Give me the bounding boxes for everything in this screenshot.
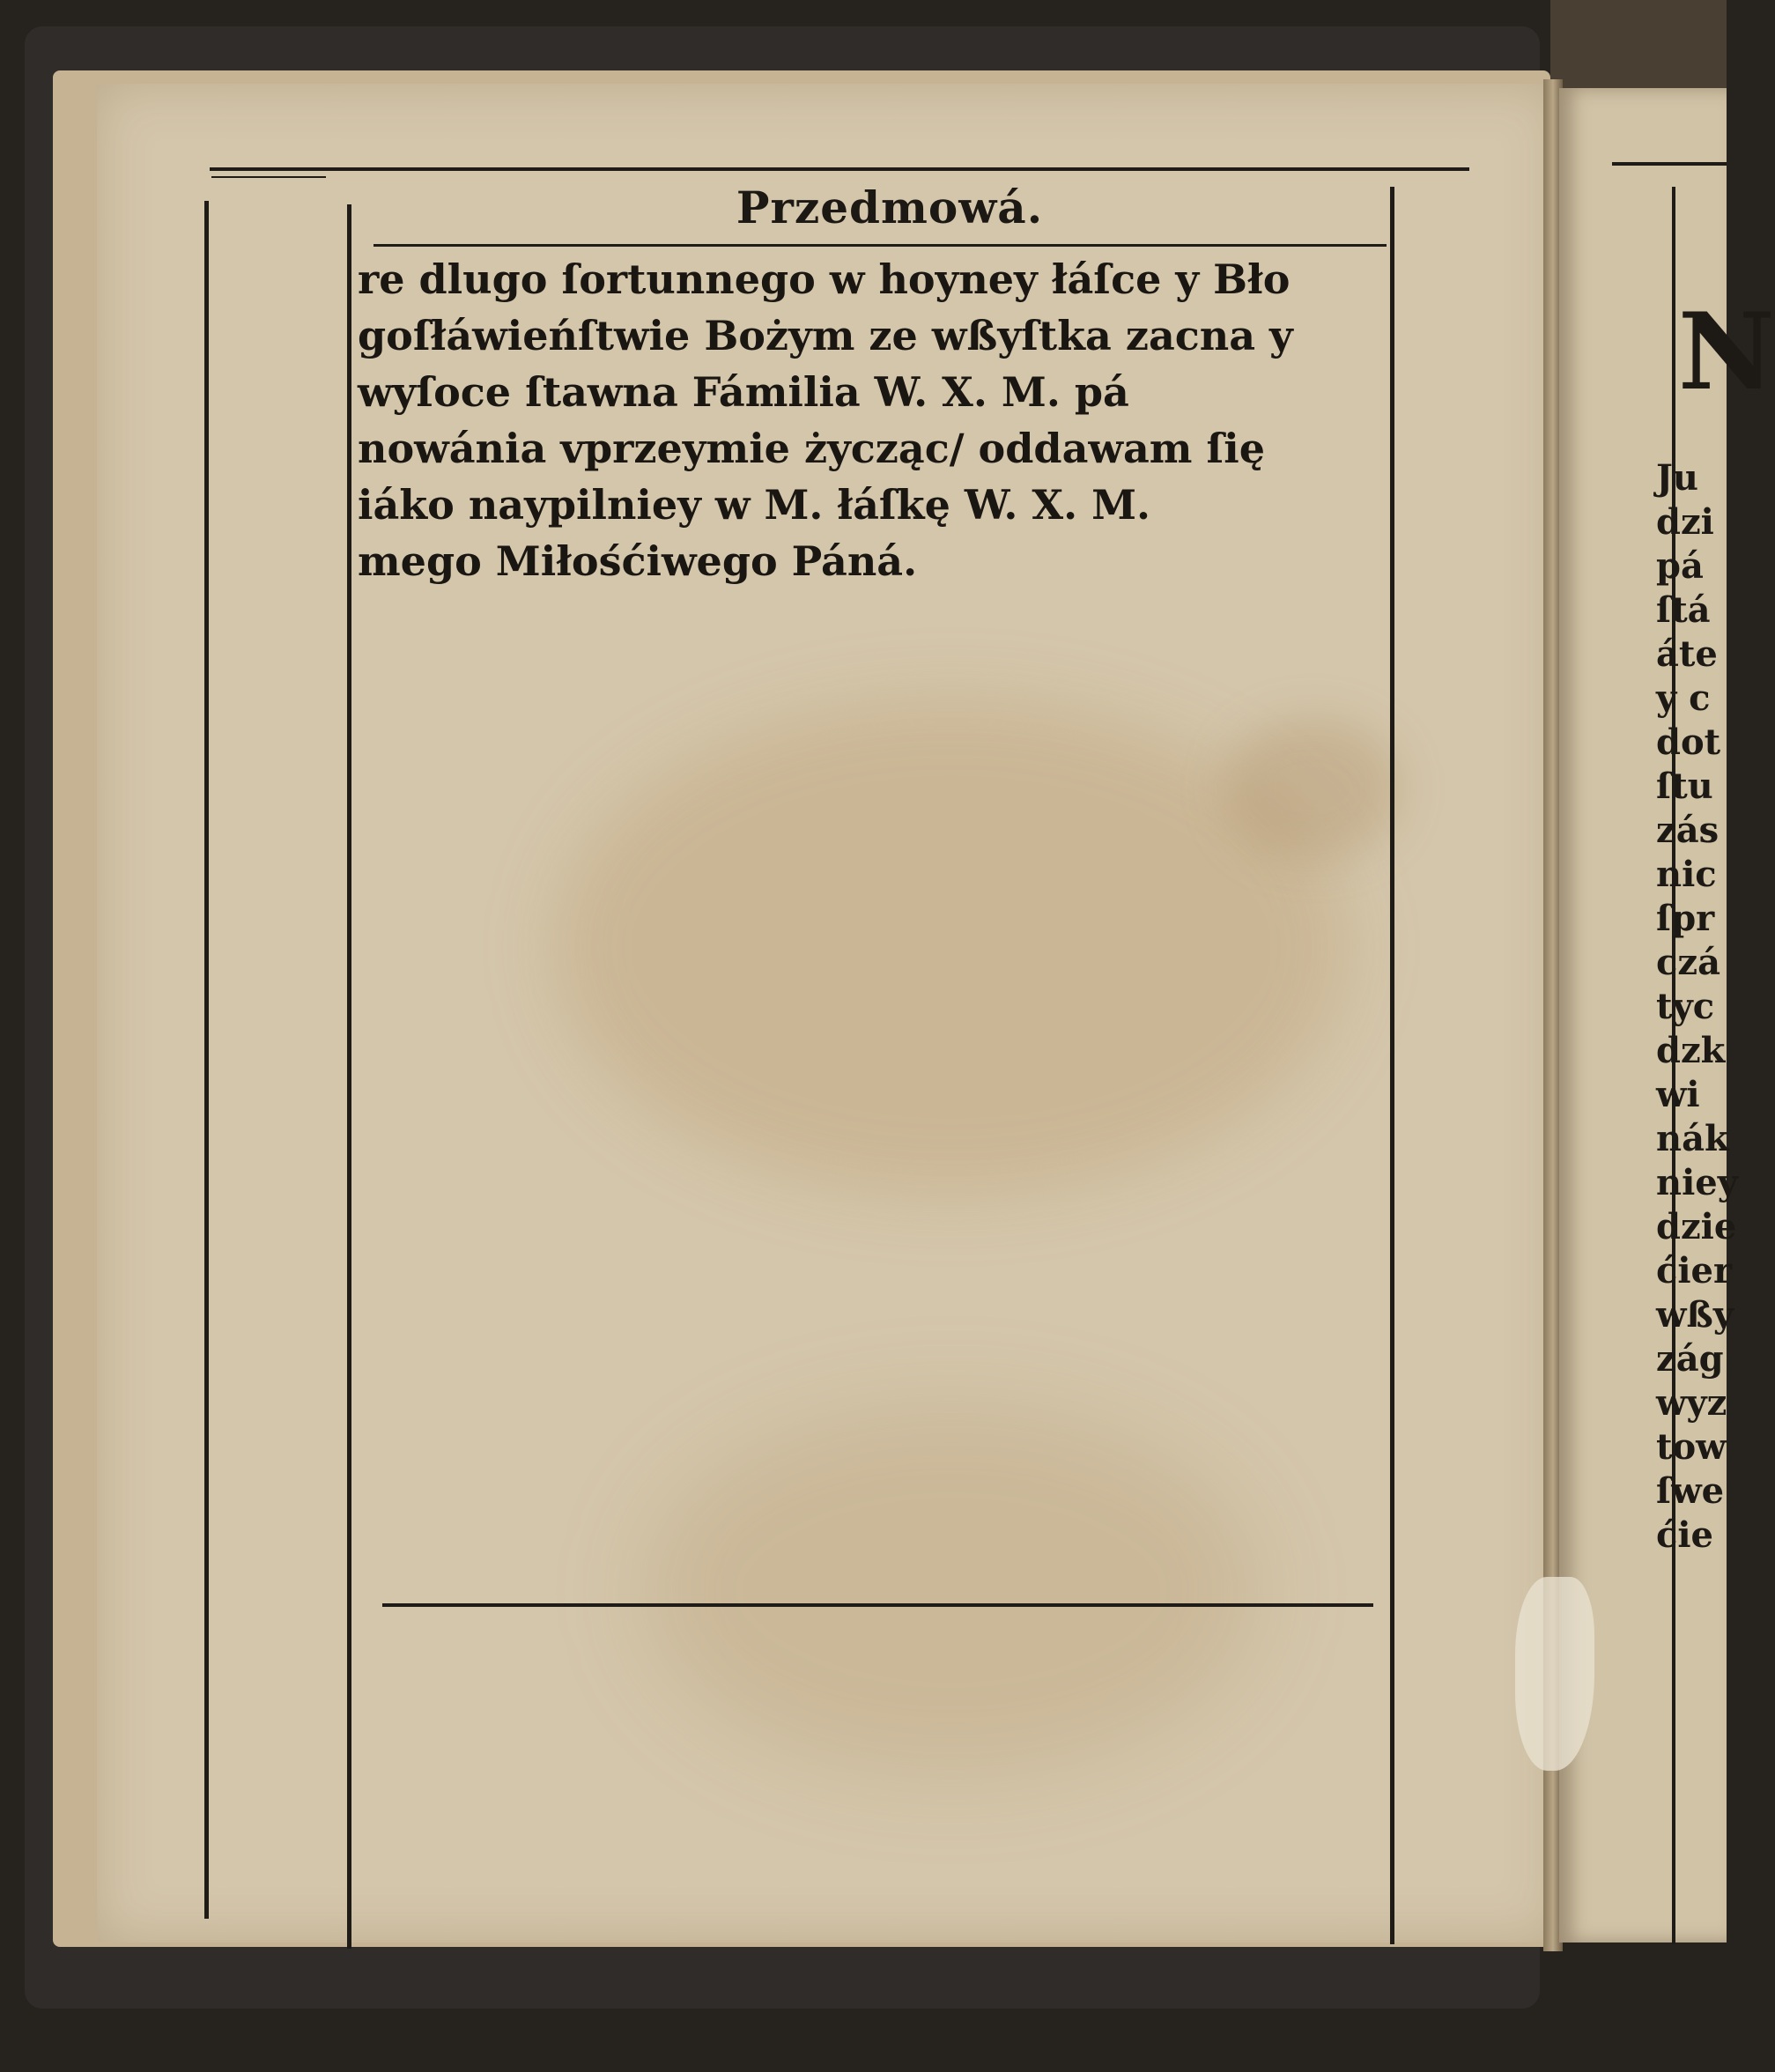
facing-page-fragment: nák bbox=[1656, 1118, 1729, 1159]
facing-page-fragment: czá bbox=[1656, 942, 1720, 983]
facing-page-fragment: ſpr bbox=[1656, 898, 1715, 939]
facing-page-text bbox=[1656, 456, 1738, 1558]
text-line: goſłáwieńſtwie Bożym ze wßyſtka zacna y bbox=[358, 312, 1293, 359]
facing-page-fragment: zás bbox=[1656, 810, 1720, 851]
facing-page-fragment: niey bbox=[1656, 1162, 1738, 1203]
facing-page-fragment: wi bbox=[1656, 1074, 1700, 1115]
book-top-edge bbox=[1550, 0, 1727, 88]
drop-initial: N bbox=[1678, 290, 1775, 414]
facing-page-fragment: nic bbox=[1656, 854, 1717, 895]
torn-paper-patch bbox=[1515, 1577, 1594, 1771]
text-line: iáko naypilniey w M. łáſkę W. X. M. bbox=[358, 481, 1151, 529]
frame-rule-left-inner bbox=[347, 204, 351, 1949]
facing-page-fragment: dzk bbox=[1656, 1030, 1726, 1071]
text-line: nowánia vprzeymie życząc/ oddawam ſię bbox=[358, 425, 1265, 472]
frame-rule-right bbox=[1390, 187, 1394, 1944]
facing-page-rule-top bbox=[1612, 162, 1727, 166]
water-stain bbox=[1224, 718, 1401, 859]
frame-rule-bottom bbox=[382, 1603, 1373, 1607]
water-stain bbox=[643, 1405, 1260, 1775]
body-text bbox=[358, 251, 1388, 589]
header-rule bbox=[373, 244, 1387, 247]
facing-page-fragment: wßy bbox=[1656, 1294, 1734, 1336]
facing-page-fragment: Ju bbox=[1656, 457, 1699, 499]
text-line: wyſoce ſtawna Fámilia W. X. M. pá bbox=[358, 368, 1129, 416]
frame-rule-top bbox=[210, 167, 1469, 171]
facing-page-fragment: ſwe bbox=[1656, 1470, 1725, 1512]
frame-rule-top-secondary bbox=[211, 176, 326, 178]
facing-page-fragment: dzi bbox=[1656, 501, 1714, 543]
facing-page-fragment: ćie bbox=[1656, 1514, 1713, 1556]
facing-page-fragment: zág bbox=[1656, 1338, 1724, 1380]
facing-page-fragment: ſtá bbox=[1656, 589, 1711, 631]
facing-page-fragment: pá bbox=[1656, 545, 1704, 587]
frame-rule-left-outer bbox=[204, 201, 209, 1919]
text-line: mego Miłośćiwego Páná. bbox=[358, 537, 918, 585]
facing-page-fragment: tyc bbox=[1656, 986, 1715, 1027]
facing-page-fragment: áte bbox=[1656, 633, 1718, 675]
facing-page-fragment: ſtu bbox=[1656, 766, 1713, 807]
facing-page-fragment: dzie bbox=[1656, 1206, 1737, 1247]
facing-page-fragment: dot bbox=[1656, 722, 1721, 763]
facing-page-fragment: wyz bbox=[1656, 1382, 1727, 1424]
facing-page-fragment: y c bbox=[1656, 677, 1711, 719]
facing-page-fragment: tow bbox=[1656, 1426, 1727, 1468]
facing-page-fragment: ćier bbox=[1656, 1250, 1733, 1291]
text-line: re dlugo ſortunnego w hoyney łáſce y Bło bbox=[358, 255, 1291, 303]
running-title: Przedmowá. bbox=[736, 181, 1044, 233]
